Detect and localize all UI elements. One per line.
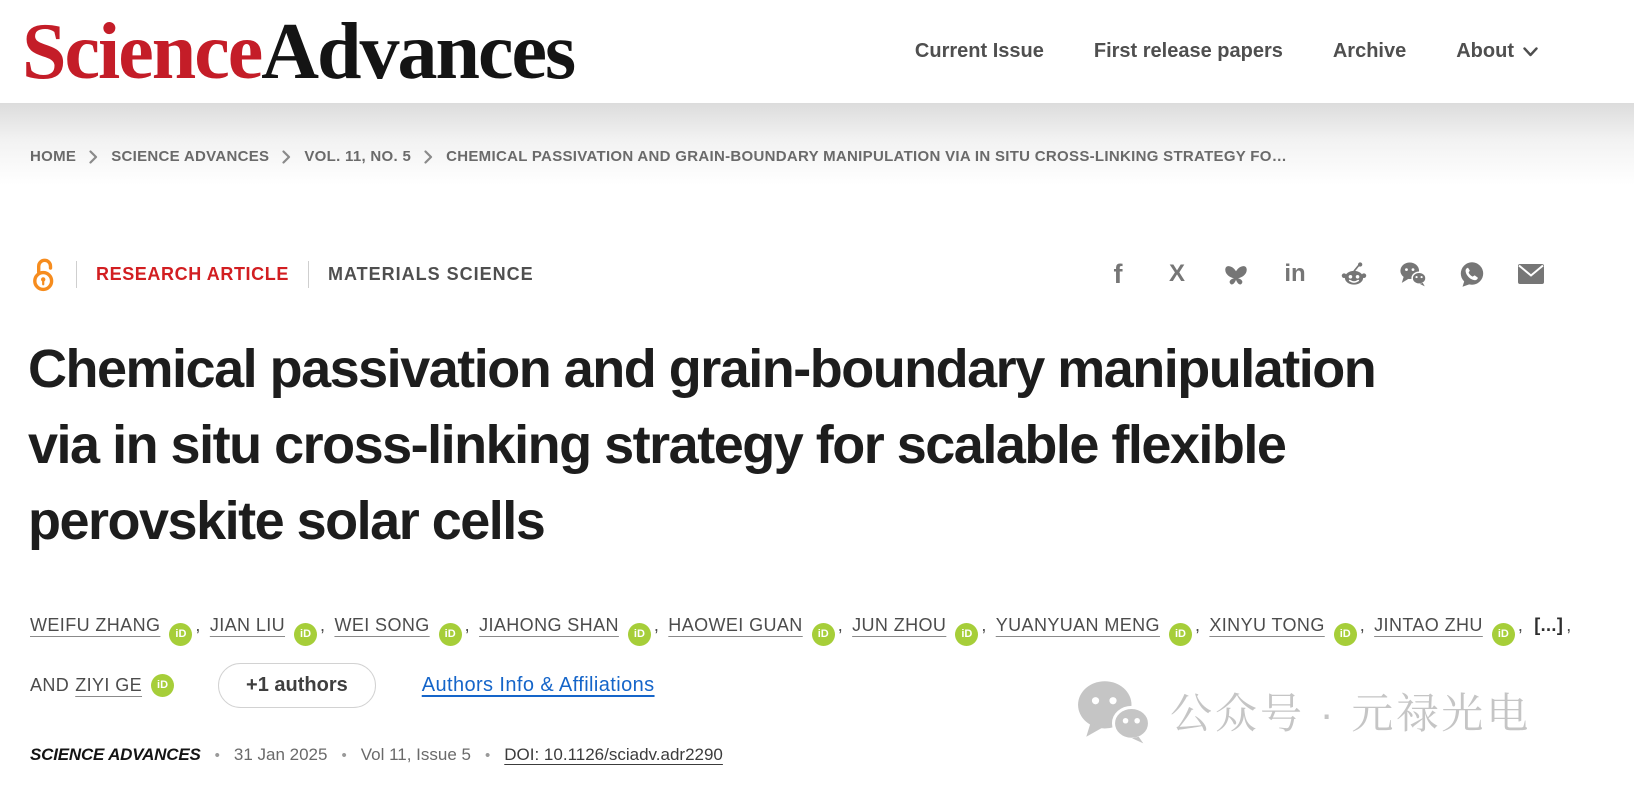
author-separator: , bbox=[1566, 615, 1572, 635]
authors-line-2 bbox=[30, 663, 1610, 708]
author-separator: , bbox=[981, 615, 987, 635]
author-separator: , bbox=[195, 615, 201, 635]
facebook-icon[interactable]: f bbox=[1113, 259, 1123, 289]
x-twitter-icon[interactable]: X bbox=[1168, 260, 1185, 287]
nav-first-release-papers[interactable]: First release papers bbox=[1093, 40, 1283, 62]
chevron-right-icon bbox=[282, 150, 291, 164]
top-navigation bbox=[915, 0, 1538, 103]
author-link[interactable]: JIAHONG SHAN bbox=[479, 615, 619, 635]
share-bar bbox=[1104, 256, 1545, 292]
author-separator: , bbox=[1517, 615, 1524, 635]
citation-separator: • bbox=[341, 746, 347, 764]
orcid-icon[interactable]: iD bbox=[1169, 623, 1192, 646]
orcid-icon[interactable]: iD bbox=[439, 623, 462, 646]
author-link[interactable]: ZIYI GE bbox=[75, 675, 143, 695]
chevron-right-icon bbox=[424, 150, 433, 164]
author-link[interactable]: YUANYUAN MENG bbox=[995, 615, 1160, 635]
site-header bbox=[0, 0, 1634, 103]
nav-archive[interactable]: Archive bbox=[1332, 40, 1407, 62]
orcid-icon[interactable]: iD bbox=[1492, 623, 1515, 646]
author-separator: , bbox=[464, 615, 471, 635]
citation-row bbox=[30, 745, 723, 765]
more-authors-button[interactable]: +1 authors bbox=[218, 663, 376, 708]
nav-current-issue[interactable]: Current Issue bbox=[914, 40, 1044, 62]
linkedin-icon[interactable]: in bbox=[1284, 260, 1306, 287]
bluesky-icon[interactable] bbox=[1222, 260, 1250, 288]
orcid-icon[interactable]: iD bbox=[812, 623, 835, 646]
doi-link[interactable]: DOI: 10.1126/sciadv.adr2290 bbox=[504, 745, 723, 764]
breadcrumb-issue[interactable]: VOL. 11, NO. 5 bbox=[304, 148, 412, 165]
open-access-icon bbox=[30, 257, 57, 292]
orcid-icon[interactable]: iD bbox=[628, 623, 651, 646]
author-separator: , bbox=[1359, 615, 1366, 635]
orcid-icon[interactable]: iD bbox=[294, 623, 317, 646]
citation-journal: SCIENCE ADVANCES bbox=[30, 745, 201, 764]
authors-and-word: AND bbox=[30, 675, 70, 695]
article-type-label: RESEARCH ARTICLE bbox=[96, 263, 289, 284]
orcid-icon[interactable]: iD bbox=[151, 674, 174, 697]
authors-block bbox=[30, 615, 1610, 708]
wechat-icon[interactable] bbox=[1399, 260, 1427, 288]
journal-logo[interactable] bbox=[22, 4, 574, 100]
orcid-icon[interactable]: iD bbox=[955, 623, 978, 646]
author-link[interactable]: WEIFU ZHANG bbox=[30, 615, 161, 635]
breadcrumb-home[interactable]: HOME bbox=[30, 148, 77, 165]
author-link[interactable]: WEI SONG bbox=[334, 615, 430, 635]
author-separator: , bbox=[837, 615, 844, 635]
title-line-2: via in situ cross-linking strategy for scalable flexible bbox=[28, 415, 1286, 475]
divider bbox=[308, 261, 309, 288]
author-link[interactable]: XINYU TONG bbox=[1209, 615, 1325, 635]
nav-about[interactable]: About bbox=[1456, 40, 1538, 63]
watermark-text: 公众号 · 元禄光电 bbox=[1170, 690, 1532, 737]
breadcrumb-article: CHEMICAL PASSIVATION AND GRAIN-BOUNDARY MANIPULATION VIA IN SITU CROSS-LINKING STRATEGY FO… bbox=[446, 148, 1288, 165]
article-title bbox=[28, 331, 1608, 559]
chevron-right-icon bbox=[89, 150, 98, 164]
article-subject-link[interactable]: MATERIALS SCIENCE bbox=[327, 263, 534, 284]
divider bbox=[76, 261, 77, 288]
author-link[interactable]: HAOWEI GUAN bbox=[668, 615, 803, 635]
chevron-down-icon bbox=[1523, 47, 1538, 57]
citation-issue: Vol 11, Issue 5 bbox=[360, 745, 471, 764]
title-line-3: perovskite solar cells bbox=[28, 491, 545, 551]
breadcrumb bbox=[30, 148, 1287, 165]
author-link[interactable]: JINTAO ZHU bbox=[1374, 615, 1483, 635]
logo-advances: Advances bbox=[261, 8, 575, 96]
author-link[interactable]: JIAN LIU bbox=[209, 615, 286, 635]
citation-separator: • bbox=[485, 746, 491, 764]
header-shadow-band bbox=[0, 103, 1634, 185]
reddit-icon[interactable] bbox=[1340, 260, 1368, 288]
title-line-1: Chemical passivation and grain-boundary manipulation bbox=[28, 339, 1376, 399]
authors-ellipsis[interactable]: [...] bbox=[1534, 615, 1564, 635]
citation-date: 31 Jan 2025 bbox=[233, 745, 328, 764]
author-separator: , bbox=[320, 615, 326, 635]
orcid-icon[interactable]: iD bbox=[1334, 623, 1357, 646]
authors-info-link[interactable]: Authors Info & Affiliations bbox=[421, 674, 655, 696]
author-separator: , bbox=[1194, 615, 1201, 635]
article-meta-row bbox=[30, 256, 534, 292]
citation-separator: • bbox=[214, 746, 220, 764]
authors-line-1 bbox=[30, 615, 1610, 646]
logo-science: Science bbox=[22, 8, 262, 96]
whatsapp-icon[interactable] bbox=[1458, 260, 1486, 288]
author-link[interactable]: JUN ZHOU bbox=[852, 615, 947, 635]
breadcrumb-journal[interactable]: SCIENCE ADVANCES bbox=[111, 148, 270, 165]
author-separator: , bbox=[653, 615, 660, 635]
email-icon[interactable] bbox=[1517, 260, 1545, 288]
orcid-icon[interactable]: iD bbox=[169, 623, 192, 646]
